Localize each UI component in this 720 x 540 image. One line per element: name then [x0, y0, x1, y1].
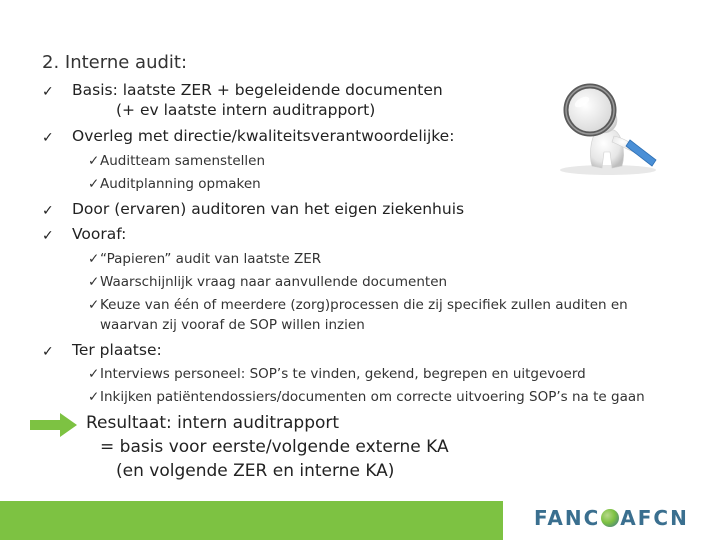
sub-bullet-papieren: [88, 251, 321, 267]
sub-bullet-label: Keuze van één of meerdere (zorg)processen die zij specifiek zullen auditen en: [100, 297, 628, 313]
sub-bullet-label: Interviews personeel: SOP’s te vinden, gekend, begrepen en uitgevoerd: [100, 366, 586, 382]
sub-bullet-keuze: [88, 297, 628, 313]
sub-bullet-label: Waarschijnlijk vraag naar aanvullende documenten: [100, 274, 448, 290]
check-icon: ✓: [42, 130, 54, 146]
bullet-basis-continued: (+ ev laatste intern auditrapport): [116, 101, 376, 119]
sub-bullet-auditteam: [88, 153, 265, 169]
check-icon: ✓: [88, 366, 100, 382]
bullet-overleg: Overleg met directie/kwaliteitsverantwoordelijke:: [72, 127, 455, 145]
bullet-vooraf: Vooraf:: [72, 225, 127, 243]
check-icon: ✓: [88, 274, 100, 290]
fanc-afcn-logo: [534, 506, 689, 532]
sub-bullet-label: Inkijken patiëntendossiers/documenten om correcte uitvoering SOP’s na te gaan: [100, 389, 645, 405]
slide-title: 2. Interne audit:: [42, 52, 188, 73]
logo-dot-icon: [601, 509, 619, 527]
check-icon: ✓: [88, 176, 100, 192]
check-icon: ✓: [88, 251, 100, 267]
sub-bullet-auditplanning: [88, 176, 261, 192]
footer-bar: [0, 501, 503, 540]
check-icon: ✓: [42, 203, 54, 219]
result-line-3: (en volgende ZER en interne KA): [116, 461, 395, 481]
sub-bullet-keuze-continued: waarvan zij vooraf de SOP willen inzien: [100, 317, 365, 333]
logo-left-text: FANC: [534, 506, 601, 530]
bullet-ter-plaatse: Ter plaatse:: [72, 341, 162, 359]
sub-bullet-label: Auditplanning opmaken: [100, 176, 261, 192]
result-line-2: = basis voor eerste/volgende externe KA: [100, 437, 449, 457]
bullet-basis: Basis: laatste ZER + begeleidende documenten: [72, 81, 443, 99]
check-icon: ✓: [42, 344, 54, 360]
sub-bullet-label: Auditteam samenstellen: [100, 153, 266, 169]
result-title: Resultaat: intern auditrapport: [86, 413, 340, 433]
magnifier-figure-icon: [548, 82, 666, 178]
sub-bullet-dossiers: [88, 389, 645, 405]
check-icon: ✓: [88, 297, 100, 313]
sub-bullet-aanvullend: [88, 274, 447, 290]
check-icon: ✓: [88, 389, 100, 405]
sub-bullet-interviews: [88, 366, 586, 382]
sub-bullet-label: “Papieren” audit van laatste ZER: [100, 251, 322, 267]
logo-right-text: AFCN: [620, 506, 689, 530]
check-icon: ✓: [88, 153, 100, 169]
check-icon: ✓: [42, 84, 54, 100]
bullet-door: Door (ervaren) auditoren van het eigen ziekenhuis: [72, 200, 465, 218]
check-icon: ✓: [42, 228, 54, 244]
right-arrow-icon: [30, 412, 78, 438]
